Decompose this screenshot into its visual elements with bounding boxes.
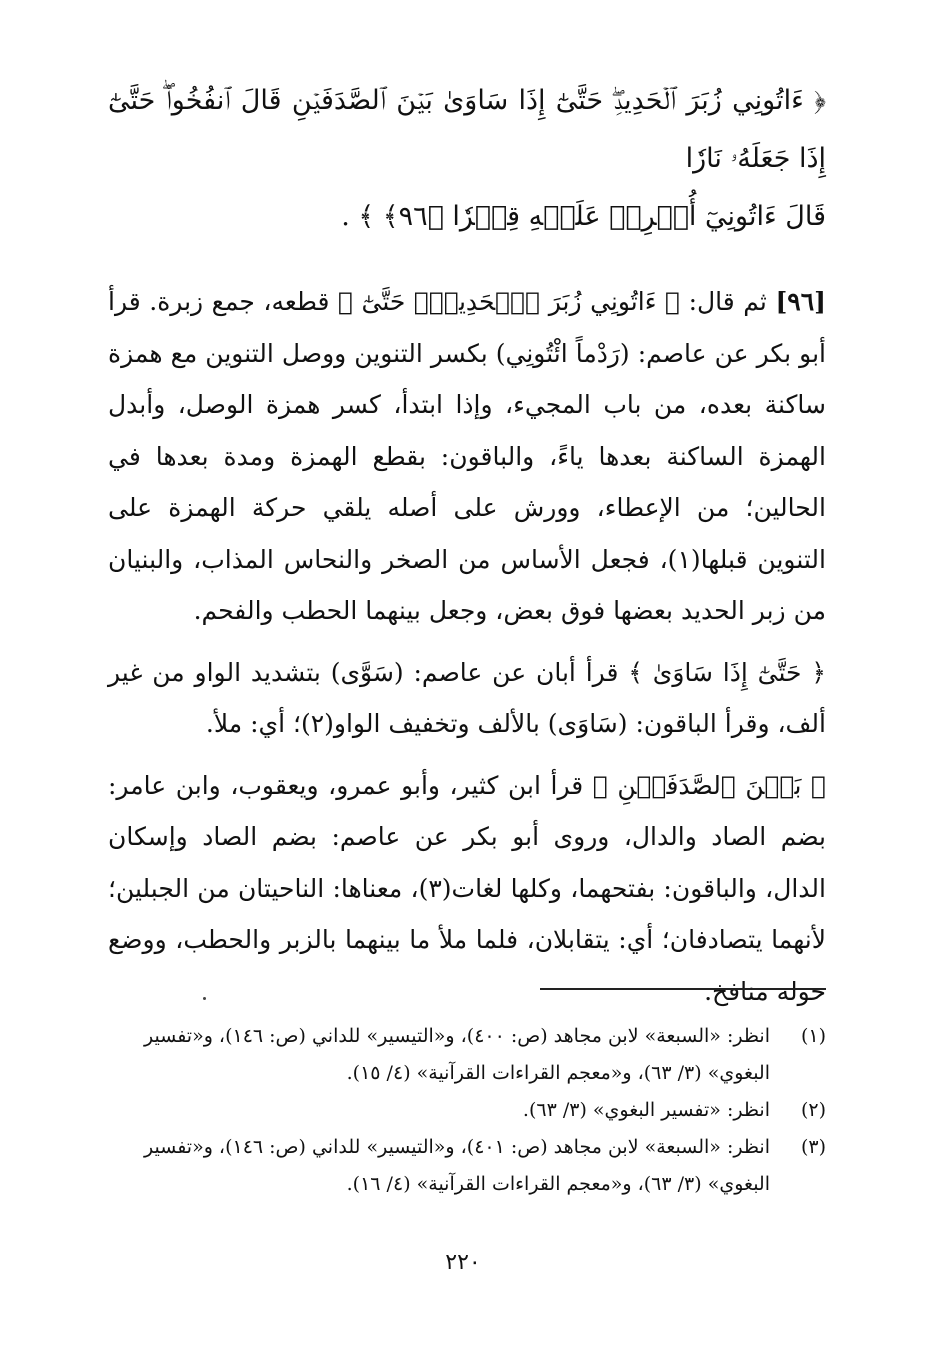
verse-line-2: قَالَ ءَاتُونِيٓ أُفۡرِغۡ عَلَيۡهِ قِطۡرٗا ﴿٩٦﴾ ﴾ . — [341, 201, 826, 232]
footnote-text: انظر: «السبعة» لابن مجاهد (ص: ٤٠١)، و«التيسير» للداني (ص: ١٤٦)، و«تفسير البغوي» (٣/ ٦٣)، و«معجم القراءات القرآنية» (٤/ ١٦). — [144, 1136, 770, 1195]
paragraph-text: ثم قال: ﴿ ءَاتُونِي زُبَرَ ٱلۡحَدِيدِۖ حَتَّىٰٓ ﴾ قطعه، جمع زبرة. قرأ أبو بكر عن عاصم: (رَدْماً ائْتُونِي) بكسر التنوين ووصل التنوين مع همزة ساكنة بعده، من باب المجيء، وإذا ابتدأ، كسر همزة الوصل، وأبدل الهمزة الساكنة بعدها ياءً، والباقون: بقطع الهمزة ومدة بعدها في الحالين؛ من الإعطاء، وورش على أصله يلقي حركة الهمزة على التنوين قبلها(١)، فجعل الأساس من الصخر والنحاس المذاب، والبنيان من زبر الحديد بعضها فوق بعض، وجعل بينهما الحطب والفحم. — [108, 287, 826, 625]
paragraph-text: قرأ ابن كثير، وأبو عمرو، ويعقوب، وابن عامر: بضم الصاد والدال، وروى أبو بكر عن عاصم: بضم الصاد وإسكان الدال، والباقون: بفتحهما، وكلها لغات(٣)، معناها: الناحيتان من الجبلين؛ لأنهما يتصادفان؛ أي: يتقابلان، فلما ملأ ما بينهما بالزبر والحطب، ووضع حوله منافخ. — [108, 770, 826, 1006]
paragraph-sadafayn — [108, 760, 826, 1018]
footnote-2 — [108, 1092, 826, 1129]
footnote-3 — [108, 1129, 826, 1203]
scan-speck — [203, 997, 206, 1000]
footnote-number: (١) — [800, 1025, 826, 1047]
page-number: ٢٢٠ — [445, 1250, 481, 1275]
footnote-1 — [108, 1018, 826, 1092]
quoted-verse: ﴿ حَتَّىٰٓ إِذَا سَاوَىٰ ﴾ — [628, 657, 826, 687]
footnote-text: انظر: «تفسير البغوي» (٣/ ٦٣). — [522, 1099, 770, 1121]
paragraph-sawa — [108, 647, 826, 750]
verse-line-1: ﴿ ءَاتُونِي زُبَرَ ٱلۡحَدِيدِۖ حَتَّىٰٓ إِذَا سَاوَىٰ بَيۡنَ ٱلصَّدَفَيۡنِ قَالَ ٱنفُخُواْۖ حَتَّىٰٓ إِذَا جَعَلَهُۥ نَارٗا — [108, 85, 826, 174]
quoted-verse: ﴿ بَيۡنَ ٱلصَّدَفَيۡنِ ﴾ — [592, 770, 827, 800]
verse-number: [٩٦] — [775, 287, 826, 316]
footnote-text: انظر: «السبعة» لابن مجاهد (ص: ٤٠٠)، و«التيسير» للداني (ص: ١٤٦)، و«تفسير البغوي» (٣/ ٦٣)، و«معجم القراءات القرآنية» (٤/ ١٥). — [144, 1025, 770, 1084]
footnote-divider — [540, 988, 826, 990]
main-text — [108, 72, 826, 1027]
footnote-number: (٣) — [800, 1136, 826, 1158]
footnote-number: (٢) — [800, 1099, 826, 1121]
quran-verse-block — [108, 72, 826, 246]
paragraph-96 — [108, 276, 826, 637]
footnotes — [108, 1018, 826, 1203]
paragraph-text: قرأ أبان عن عاصم: (سَوَّى) بتشديد الواو من غير ألف، وقرأ الباقون: (سَاوَى) بالألف وتخفيف الواو(٢)؛ أي: ملأ. — [108, 657, 826, 738]
